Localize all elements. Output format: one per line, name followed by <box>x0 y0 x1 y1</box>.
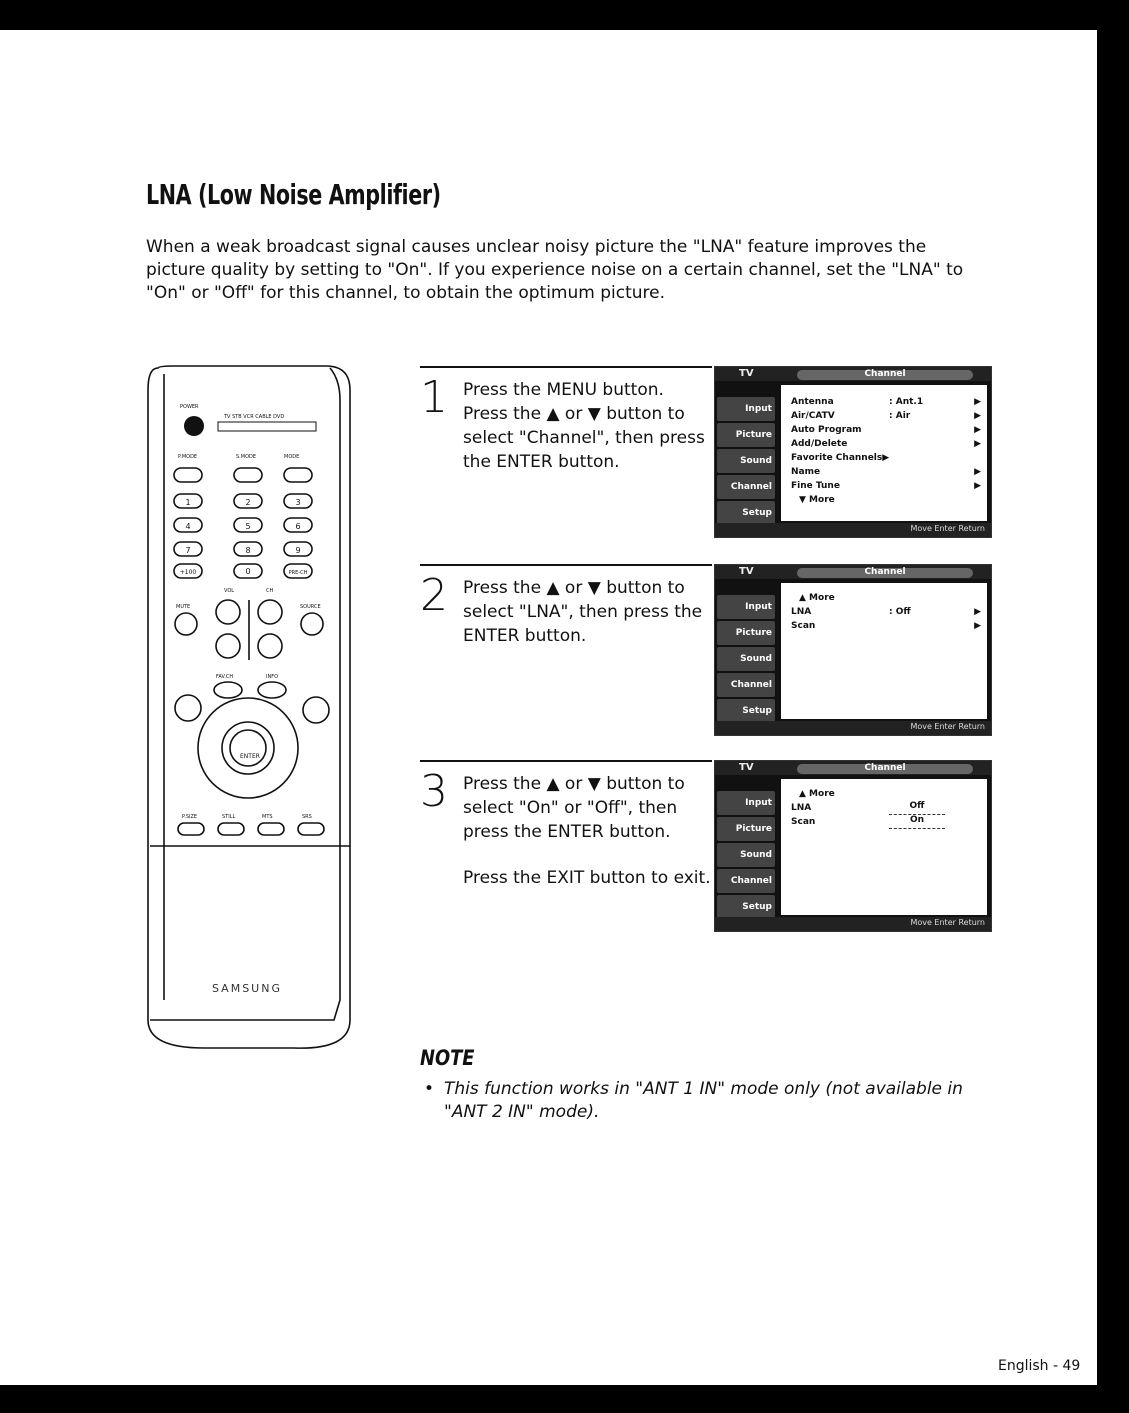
prech-label: PRE-CH <box>288 570 308 576</box>
digit-9: 9 <box>295 546 301 555</box>
brand-label: SAMSUNG <box>212 982 282 995</box>
osd-row-auto-program: Auto Program ▶ <box>791 425 981 435</box>
osd-row-lna: LNA : Off ▶ <box>791 607 981 617</box>
right-black-border <box>1097 30 1129 1385</box>
osd-tab-picture: Picture <box>717 621 775 645</box>
note-text: • This function works in "ANT 1 IN" mode only (not available in "ANT 2 IN" mode). <box>422 1078 992 1124</box>
osd-row-aircatv: Air/CATV : Air ▶ <box>791 411 981 421</box>
enter-label: ENTER <box>240 753 260 760</box>
osd-tab-input: Input <box>717 791 775 815</box>
osd-tv-label: TV <box>739 566 754 577</box>
osd-tab-sound: Sound <box>717 647 775 671</box>
digit-3: 3 <box>295 498 301 507</box>
ch-label: CH <box>266 588 274 594</box>
page-number: English - 49 <box>998 1358 1081 1374</box>
digit-0: 0 <box>245 567 251 576</box>
osd-tv-label: TV <box>739 368 754 379</box>
osd-tab-setup: Setup <box>717 501 775 525</box>
digit-2: 2 <box>245 498 251 507</box>
osd-row-name: Name ▶ <box>791 467 981 477</box>
digit-6: 6 <box>295 522 301 531</box>
intro-paragraph: When a weak broadcast signal causes unclear noisy picture the "LNA" feature improves the picture quality by setting to "On". If you experience noise on a certain channel, set the "LNA" to "On" or "Off" for this channel, to obtain the optimum picture. <box>146 237 964 303</box>
osd-menu-panel <box>781 583 987 719</box>
step-2-rule <box>420 564 712 566</box>
osd-row-more: ▲ More <box>799 593 835 603</box>
still-label: STILL <box>222 814 236 820</box>
osd-tab-input: Input <box>717 397 775 421</box>
osd-tab-sound: Sound <box>717 843 775 867</box>
step-3-text <box>463 772 711 890</box>
osd-tv-label: TV <box>739 762 754 773</box>
power-label: POWER <box>180 404 199 410</box>
osd-screen-2 <box>714 564 992 736</box>
step-1-instruction: Press the MENU button. Press the ▲ or ▼ button to select "Channel", then press the ENTER button. <box>463 380 705 472</box>
osd-tab-channel: Channel <box>717 475 775 499</box>
step-1-number: 1 <box>420 372 448 423</box>
osd-menu-title-bar <box>797 370 973 380</box>
pmode-label: P.MODE <box>178 454 198 460</box>
osd-footer <box>715 721 991 735</box>
note-heading: NOTE <box>420 1046 475 1070</box>
osd-menu-panel <box>781 779 987 915</box>
step-2-number: 2 <box>420 570 448 621</box>
digit-7: 7 <box>185 546 191 555</box>
osd-menu-title: Channel <box>864 763 906 773</box>
step-3-instruction: Press the ▲ or ▼ button to select "On" or "Off", then press the ENTER button. <box>463 774 685 842</box>
osd-menu-title: Channel <box>864 567 906 577</box>
osd-menu-title-bar <box>797 764 973 774</box>
step-2-instruction: Press the ▲ or ▼ button to select "LNA", then press the ENTER button. <box>463 578 703 646</box>
osd-tab-picture: Picture <box>717 817 775 841</box>
mode-label: MODE <box>284 454 300 460</box>
osd-sidebar <box>715 383 777 523</box>
osd-screen-1 <box>714 366 992 538</box>
osd-header-strip <box>715 761 991 775</box>
osd-row-lna: LNA <box>791 803 812 813</box>
digit-5: 5 <box>245 522 251 531</box>
digit-4: 4 <box>185 522 191 531</box>
osd-sidebar <box>715 777 777 917</box>
smode-label: S.MODE <box>236 454 257 460</box>
mute-label: MUTE <box>176 604 191 610</box>
osd-row-fine-tune: Fine Tune ▶ <box>791 481 981 491</box>
step-3-rule <box>420 760 712 762</box>
osd-footer-text: Move Enter Return <box>910 918 985 927</box>
osd-footer-text: Move Enter Return <box>910 722 985 731</box>
srs-label: SRS <box>302 814 312 820</box>
top-black-border <box>0 0 1129 30</box>
osd-footer <box>715 523 991 537</box>
osd-row-favorite-channels: Favorite Channels▶ <box>791 453 890 463</box>
digit-1: 1 <box>185 498 191 507</box>
mode-labels: TV STB VCR CABLE DVD <box>224 414 285 420</box>
osd-header-strip <box>715 565 991 579</box>
psize-label: P.SIZE <box>182 814 198 820</box>
osd-row-more: ▲ More <box>799 789 835 799</box>
digit-8: 8 <box>245 546 251 555</box>
digit-100: +100 <box>179 569 197 576</box>
step-2-text <box>463 576 711 648</box>
osd-tab-setup: Setup <box>717 895 775 919</box>
vol-label: VOL <box>224 588 235 594</box>
osd-footer-text: Move Enter Return <box>910 524 985 533</box>
osd-screen-3 <box>714 760 992 932</box>
osd-tab-sound: Sound <box>717 449 775 473</box>
step-3-number: 3 <box>420 766 448 817</box>
osd-option-off: Off <box>889 801 945 815</box>
osd-row-scan: Scan ▶ <box>791 621 981 631</box>
osd-tab-input: Input <box>717 595 775 619</box>
osd-footer <box>715 917 991 931</box>
remote-control-illustration <box>144 360 356 1060</box>
osd-tab-setup: Setup <box>717 699 775 723</box>
page-title: LNA (Low Noise Amplifier) <box>146 178 441 211</box>
osd-tab-channel: Channel <box>717 869 775 893</box>
step-1-text <box>463 378 711 474</box>
osd-header-strip <box>715 367 991 381</box>
osd-row-add-delete: Add/Delete ▶ <box>791 439 981 449</box>
osd-tab-picture: Picture <box>717 423 775 447</box>
osd-row-scan: Scan <box>791 817 816 827</box>
osd-tab-channel: Channel <box>717 673 775 697</box>
power-button <box>184 416 204 436</box>
osd-option-on: On <box>889 815 945 829</box>
osd-sidebar <box>715 581 777 721</box>
mts-label: MTS <box>262 814 273 820</box>
bottom-black-border <box>0 1385 1129 1413</box>
source-label: SOURCE <box>300 604 321 610</box>
info-label: INFO <box>266 674 279 680</box>
osd-menu-title: Channel <box>864 369 906 379</box>
osd-row-antenna: Antenna : Ant.1 ▶ <box>791 397 981 407</box>
step-3-exit-instruction: Press the EXIT button to exit. <box>463 868 711 888</box>
step-1-rule <box>420 366 712 368</box>
favch-label: FAV.CH <box>216 674 234 680</box>
osd-menu-title-bar <box>797 568 973 578</box>
osd-row-more: ▼ More <box>799 495 835 505</box>
osd-menu-panel <box>781 385 987 521</box>
